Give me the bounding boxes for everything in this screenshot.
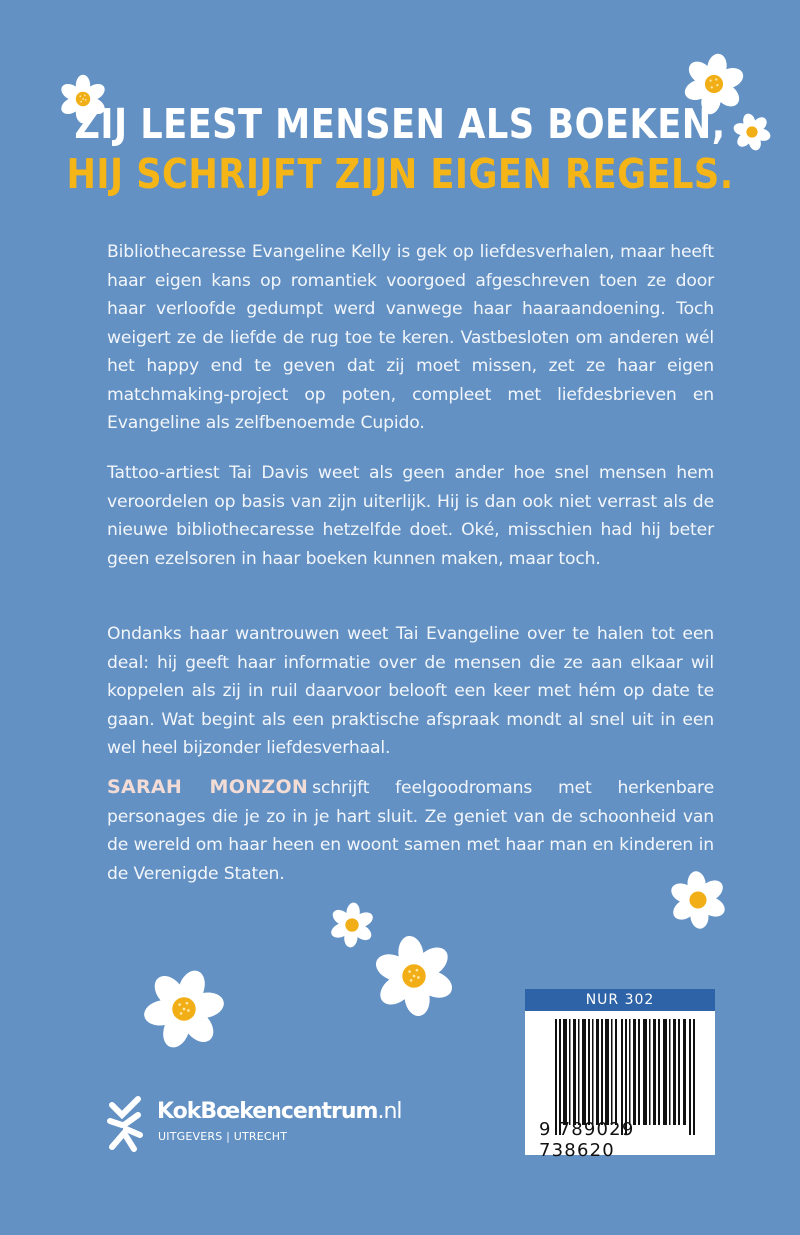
publisher-name (157, 1099, 402, 1124)
barcode-box (525, 989, 715, 1161)
author-name: SARAH MONZON (107, 776, 309, 798)
publisher-tld: .nl (377, 1099, 402, 1124)
author-bio-text: schrijft feelgoodromans met herkenbare personages die je zo in je hart sluit. Ze geniet van de schoonheid van de wereld om haar heen en woont samen met haar man en kinderen in de Verenigde Staten. (107, 778, 714, 884)
publisher-subtitle: UITGEVERS | UTRECHT (158, 1130, 288, 1143)
nur-label: NUR 302 (525, 989, 715, 1011)
isbn-digits: 9 789029 738620 (539, 1119, 635, 1161)
blurb-paragraph-2: Tattoo-artiest Tai Davis weet als geen ander hoe snel mensen hem veroordelen op basis van zijn uiterlijk. Hij is dan ook niet verrast als de nieuwe bibliothecaresse hetzelfde doet. Oké, misschien had hij beter geen ezelsoren in haar boeken kunnen maken, maar toch. (107, 463, 714, 569)
blurb-paragraph-3: Ondanks haar wantrouwen weet Tai Evangeline over te halen tot een deal: hij geeft haar informatie over de mensen die ze aan elkaar wil koppelen als zij in ruil daarvoor belooft een keer met hém op date te gaan. Wat begint als een praktische afspraak mondt al snel uit in een wel heel bijzonder liefdesverhaal. (107, 624, 714, 758)
author-bio (107, 773, 714, 888)
headline-line-2: HIJ SCHRIJFT ZIJN EIGEN REGELS. (66, 150, 734, 198)
headline-line-1: ZIJ LEEST MENSEN ALS BOEKEN, (74, 100, 726, 148)
barcode-icon (555, 1019, 697, 1135)
daisy-icon (140, 965, 228, 1053)
daisy-icon (370, 932, 458, 1020)
publisher-name-text: KokBœkencentrum (157, 1099, 378, 1124)
blurb-paragraph-1: Bibliothecaresse Evangeline Kelly is gek op liefdesverhalen, maar heeft haar eigen kans op romantiek voorgoed afgeschreven toen ze door haar verloofde gedumpt werd vanwege haar haaraandoening. Toch weigert ze de liefde de rug toe te keren. Vastbesloten om anderen wél het happy end te geven dat zij moet missen, zet ze haar eigen matchmaking-project op poten, compleet met liefdesbrieven en Evangeline als zelfbenoemde Cupido. (107, 242, 714, 433)
publisher-logo (104, 1093, 402, 1159)
kok-boekencentrum-logo-icon (104, 1093, 148, 1155)
